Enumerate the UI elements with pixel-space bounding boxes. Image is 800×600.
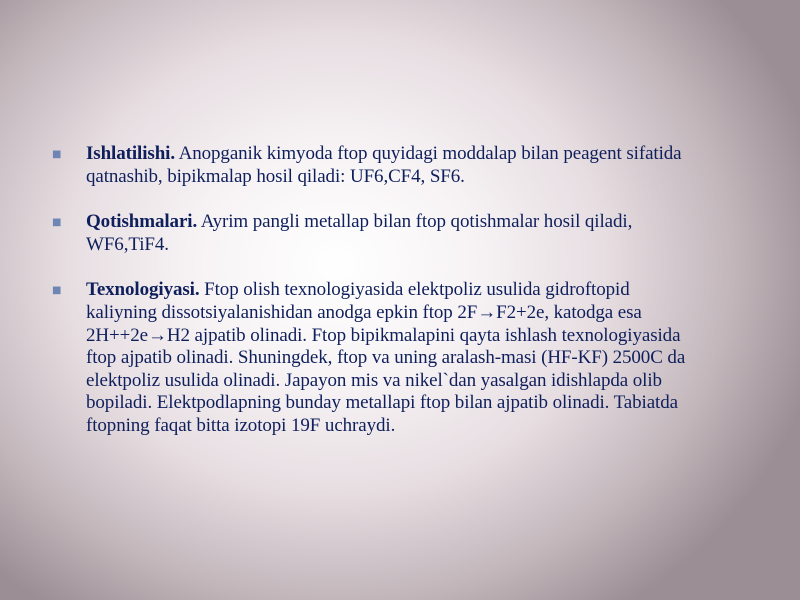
bullet-body: Anopganik kimyoda ftop quyidagi moddalap bilan peagent sifatida qatnashib, bipikmalap hosil qiladi: UF6,CF4, SF6.: [86, 143, 682, 187]
bullet-heading: Ishlatilishi.: [86, 143, 175, 164]
bullet-list: [52, 143, 692, 461]
bullet-item-texnologiyasi: [52, 279, 692, 437]
bullet-icon: ■: [52, 149, 62, 160]
bullet-heading: Qotishmalari.: [86, 211, 198, 233]
bullet-text: [86, 211, 692, 256]
bullet-icon: ■: [52, 285, 62, 297]
bullet-item-qotishmalari: [52, 211, 692, 256]
bullet-item-ishlatilishi: [52, 143, 692, 188]
bullet-body: Ftop olish texnologiyasida elektpoliz usulida gidroftopid kaliyning dissotsiyalanishidan anodga epkin ftop 2F→F2+2e, katodga esa 2H++2e→H2 ajpatib olinadi. Ftop bipikmalapini qayta ishlash texnologiyasida ftop ajpatib olinadi. Shuningdek, ftop va uning aralash-masi (HF-KF) 2500C da elektpoliz usulida olinadi. Japayon mis va nikel`dan yasalgan idishlapda olib bopiladi. Elektpodlapning bunday metallapi ftop bilan ajpatib olinadi. Tabiatda ftopning faqat bitta izotopi 19F uchraydi.: [86, 279, 686, 436]
bullet-body: Ayrim pangli metallap bilan ftop qotishmalar hosil qiladi, WF6,TiF4.: [86, 211, 633, 255]
bullet-text: [86, 143, 692, 188]
bullet-icon: ■: [52, 217, 62, 229]
bullet-heading: Texnologiyasi.: [86, 279, 200, 301]
bullet-text: [86, 279, 692, 437]
